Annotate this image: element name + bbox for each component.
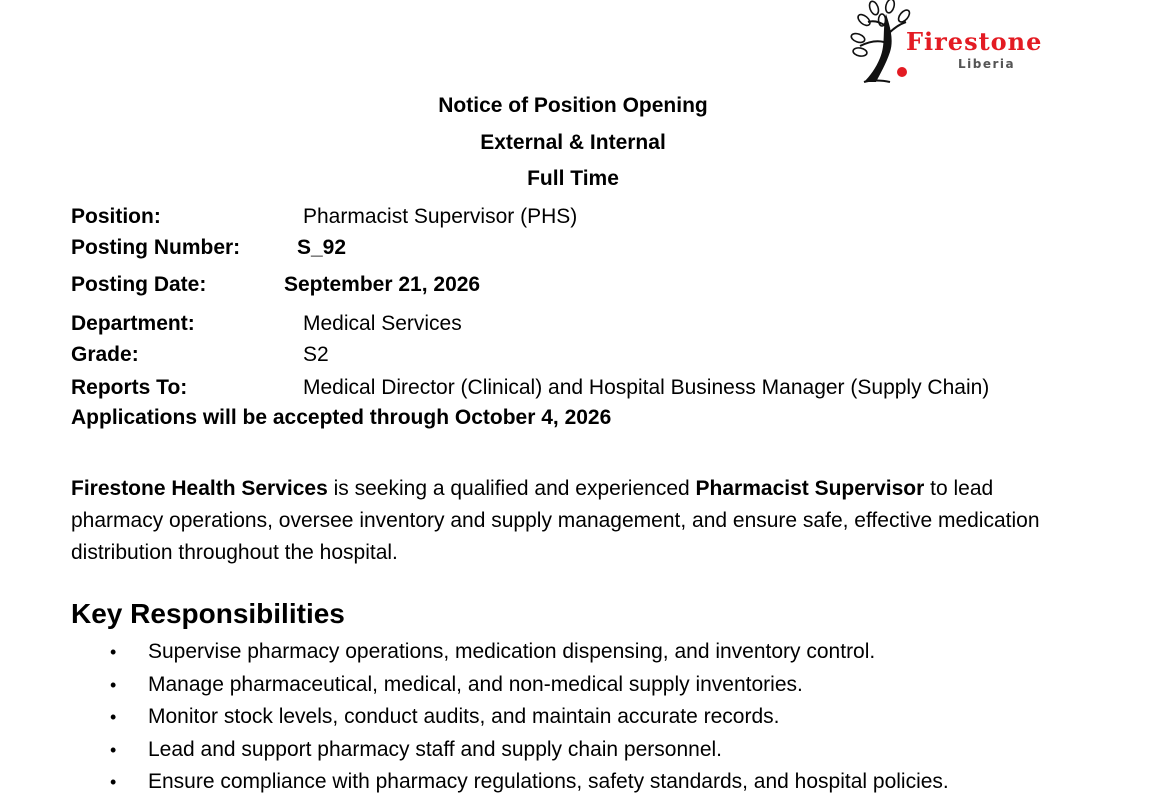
type-heading: Full Time [527,167,619,190]
reports-to-value: Medical Director (Clinical) and Hospital Business Manager (Supply Chain) [303,376,990,399]
responsibilities-list [0,639,949,802]
list-item-text: Manage pharmaceutical, medical, and non-medical supply inventories. [148,672,803,696]
bullet-icon: • [110,642,117,662]
posting-date-label: Posting Date: [71,273,207,296]
list-item [0,639,949,672]
list-item [0,737,949,770]
list-item [0,704,949,737]
posting-number-value: S_92 [297,236,347,259]
department-value: Medical Services [303,312,462,335]
grade-label: Grade: [71,343,139,366]
bullet-icon: • [110,674,117,695]
application-deadline: Applications will be accepted through October 4, 2026 [71,406,612,429]
notice-heading: Notice of Position Opening [438,94,708,117]
posting-date-value: September 21, 2026 [284,273,481,296]
bullet-icon: • [110,707,117,727]
intro-paragraph [71,473,1071,569]
department-label: Department: [71,312,195,335]
intro-text-2: to lead pharmacy operations, oversee inventory and supply management, and ensure safe, effective medication distribution throughout the hospital. [71,477,1040,564]
responsibilities-heading: Key Responsibilities [71,598,345,629]
list-item-text: Monitor stock levels, conduct audits, and maintain accurate records. [148,705,780,728]
bullet-icon: • [110,739,117,760]
position-value: Pharmacist Supervisor (PHS) [303,205,578,228]
list-item-text: Lead and support pharmacy staff and supply chain personnel. [148,737,722,761]
bullet-icon: • [110,772,117,792]
list-item-text: Supervise pharmacy operations, medication dispensing, and inventory control. [148,640,876,663]
reports-to-label: Reports To: [71,376,188,399]
intro-org: Firestone Health Services [71,477,328,500]
logo-wordmark: Firestone [906,27,1043,56]
list-item-text: Ensure compliance with pharmacy regulations, safety standards, and hospital policies. [148,770,949,793]
list-item [0,769,949,802]
intro-role: Pharmacist Supervisor [695,477,925,500]
posting-number-label: Posting Number: [71,236,241,259]
firestone-logo [846,0,1076,90]
scope-heading: External & Internal [480,131,666,154]
grade-value: S2 [303,343,329,366]
position-label: Position: [71,205,161,228]
list-item [0,672,949,705]
logo-subtitle: Liberia [958,57,1016,71]
intro-text-1: is seeking a qualified and experienced [327,477,696,500]
